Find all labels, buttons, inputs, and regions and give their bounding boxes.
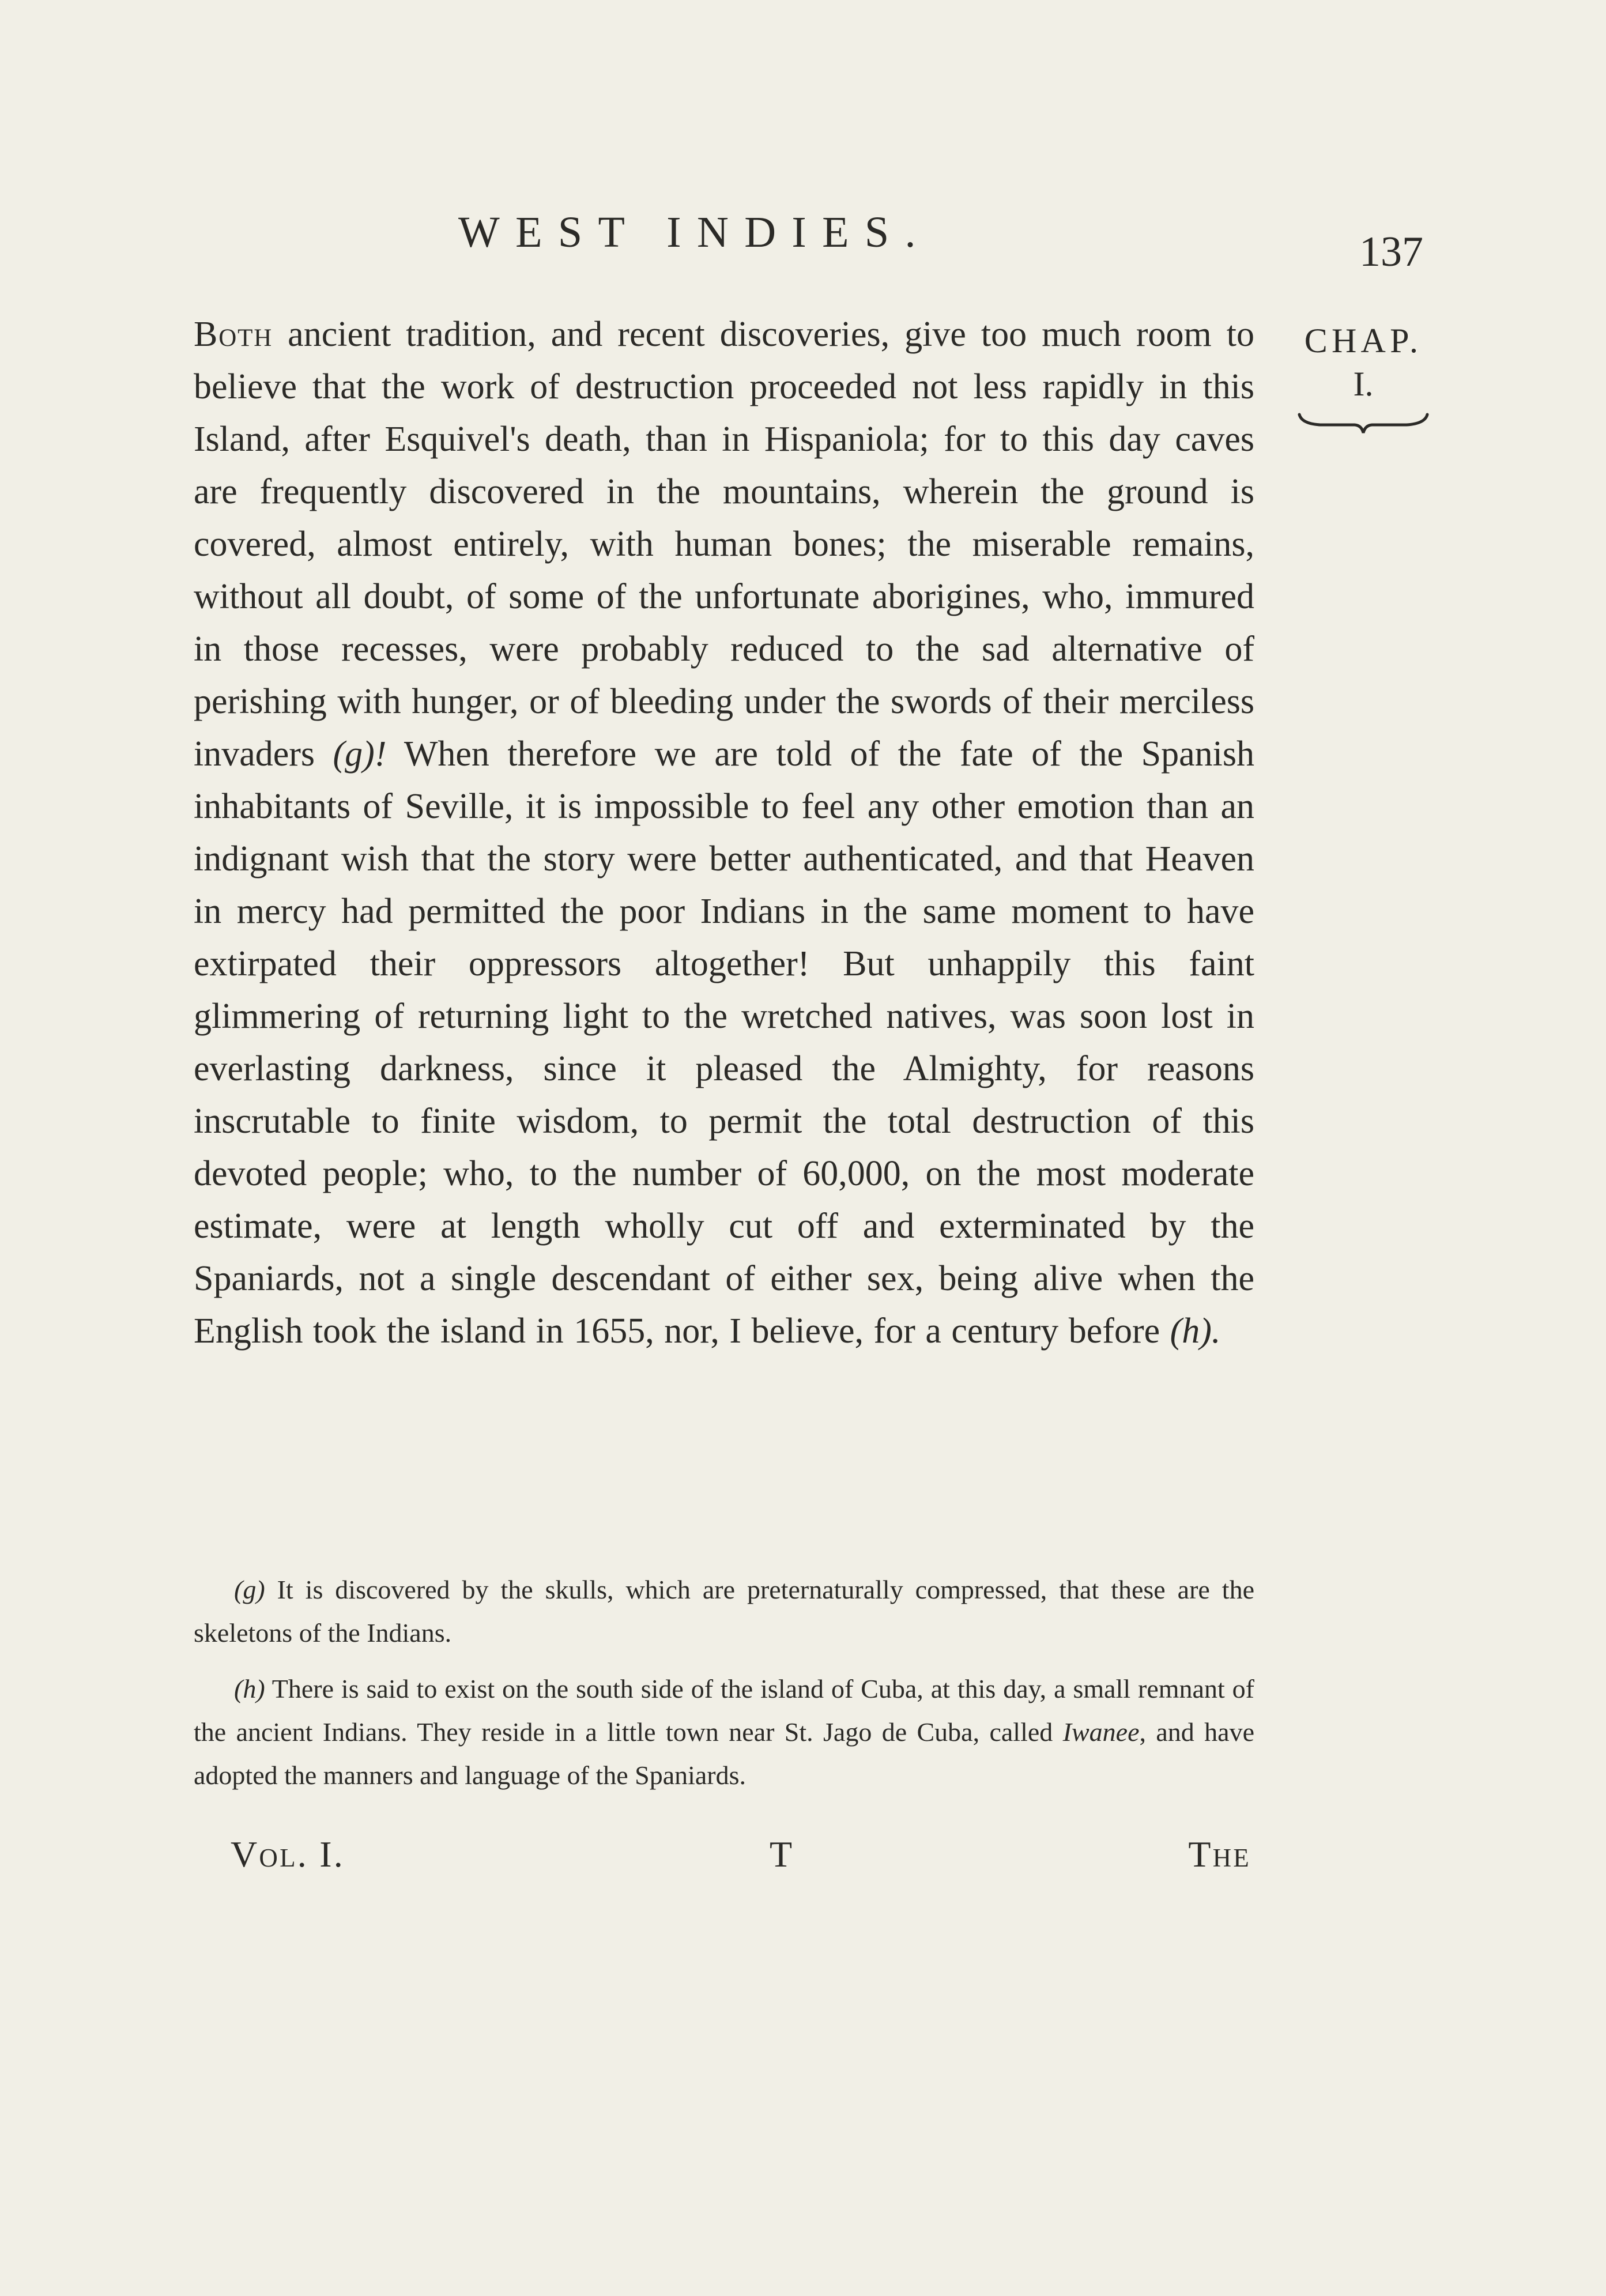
footnote-text: It is discovered by the skulls, which are preternaturally compressed, that these are the skeletons of the Indians. (194, 1575, 1254, 1647)
footnote-reference-g: (g)! (333, 734, 387, 774)
volume-signature: Vol. I. (231, 1834, 345, 1875)
footnote-g (194, 1568, 1254, 1654)
chapter-number: I. (1353, 365, 1374, 403)
page-number: 137 (1359, 228, 1423, 276)
footnote-text: , and have adopted the manners and language of the Spaniards. (194, 1717, 1254, 1790)
running-title: WEST INDIES. (458, 208, 932, 257)
footnote-text: There is said to exist on the south side of the island of Cuba, at this day, a small remnant of the ancient Indians. They reside in a little town near St. Jago de Cuba, called (194, 1674, 1254, 1747)
footnote-mark: (h) (234, 1674, 265, 1703)
sheet-mark: T (770, 1834, 793, 1875)
place-name: Iwanee (1062, 1717, 1140, 1747)
catchword: The (1188, 1834, 1251, 1875)
lead-word: Both (194, 315, 273, 354)
main-paragraph (194, 308, 1254, 1358)
footnote-mark: (g) (234, 1575, 265, 1604)
brace-ornament-icon (1297, 410, 1430, 436)
chapter-label: CHAP. (1304, 322, 1423, 360)
body-text-part-2: When therefore we are told of the fate of the Spanish inhabitants of Seville, it is impossible to feel any other emotion than an indignant wish that the story were better authenticated, and that Heaven in mercy had permitted the poor Indians in the same moment to have extirpated their oppressors altogether! But unhappily this faint glimmering of returning light to the wretched natives, was soon lost in everlasting darkness, since it pleased the Almighty, for reasons inscrutable to finite wisdom, to permit the total destruction of this devoted people; who, to the number of 60,000, on the most moderate estimate, were at length wholly cut off and exterminated by the Spaniards, not a single descendant of either sex, being alive when the English took the island in 1655, nor, I believe, for a century before (194, 734, 1254, 1351)
footnote-h (194, 1667, 1254, 1797)
footnotes (194, 1568, 1254, 1809)
chapter-marker (1294, 320, 1432, 436)
body-text-part-1: ancient tradition, and recent discoveries, give too much room to believe that the work of destruction proceeded not less rapidly in this Island, after Esquivel's death, than in Hispaniola; for to this day caves are frequently discovered in the mountains, wherein the ground is covered, almost entirely, with human bones; the miserable remains, without all doubt, of some of the unfortunate aborigines, who, immured in those recesses, were probably reduced to the sad alternative of perishing with hunger, or of bleeding under the swords of their merciless invaders (194, 315, 1254, 774)
footnote-reference-h: (h). (1170, 1311, 1221, 1351)
